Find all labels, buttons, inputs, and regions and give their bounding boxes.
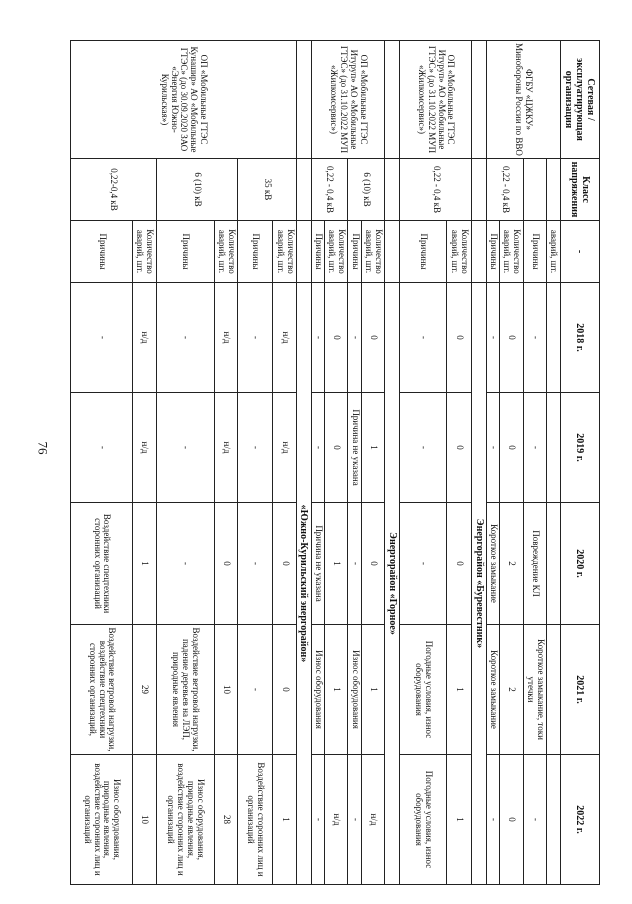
region-empty [385, 159, 399, 221]
table-row [214, 41, 238, 885]
region-row [297, 41, 311, 885]
header-year: 2019 г. [560, 393, 599, 503]
voltage-cell: 6 (10) кВ [348, 159, 385, 221]
voltage-cell [523, 159, 547, 221]
param-cell: Количество аварий, шт. [133, 221, 157, 283]
region-title: Энергорайон «Горное» [385, 283, 399, 885]
region-empty [385, 41, 399, 159]
value-cell: - [399, 393, 447, 503]
org-cell: ОП «Мобильные ГТЭС Кунашир» АО «Мобильные ГТЭС» (до 30.09.2020 ЗАО «Энергия Южно-Курильская») [71, 41, 297, 159]
value-cell: 0 [361, 283, 385, 393]
value-cell: Воздействие спецтехники сторонних организаций [71, 503, 133, 625]
value-cell: - [238, 283, 273, 393]
region-title: «Южно-Курильский энергорайон» [297, 283, 311, 885]
voltage-cell: 0,22 - 0,4 кВ [311, 159, 348, 221]
value-cell: 10 [133, 755, 157, 885]
value-cell: 0 [324, 393, 348, 503]
region-empty [385, 221, 399, 283]
value-cell: 0 [500, 393, 524, 503]
value-cell: 1 [133, 503, 157, 625]
value-cell: н/д [273, 393, 297, 503]
value-cell: Короткое замыкание [486, 625, 499, 755]
voltage-cell: 6 (10) кВ [156, 159, 238, 221]
value-cell: - [399, 503, 447, 625]
header-row [560, 41, 599, 885]
value-cell: Погодные условия, износ оборудования [399, 625, 447, 755]
value-cell: - [156, 503, 214, 625]
value-cell: 0 [447, 503, 472, 625]
table-container [70, 40, 600, 884]
param-cell: Количество аварий, шт. [324, 221, 348, 283]
header-year: 2018 г. [560, 283, 599, 393]
value-cell: - [486, 393, 499, 503]
param-cell: Причины [311, 221, 324, 283]
value-cell: 1 [361, 625, 385, 755]
table-row [273, 41, 297, 885]
value-cell: н/д [214, 283, 238, 393]
value-cell: - [523, 283, 547, 393]
value-cell: Повреждение КЛ [523, 503, 547, 625]
table-row [361, 41, 385, 885]
value-cell: Воздействие ветровой нагрузки, воздействие спецтехники сторонних организаций, [71, 625, 133, 755]
value-cell: - [71, 283, 133, 393]
table-row [523, 41, 547, 885]
value-cell: Причина не указана [311, 503, 324, 625]
table-row [500, 41, 524, 885]
value-cell: н/д [133, 393, 157, 503]
org-cell: ОП «Мобильные ГТЭС Итуруп» АО «Мобильные ГТЭС» (до 31.10.2022 МУП «Жилкомсервис») [399, 41, 471, 159]
value-cell: н/д [361, 755, 385, 885]
header-year: 2022 г. [560, 755, 599, 885]
value-cell: 29 [133, 625, 157, 755]
header-year: 2021 г. [560, 625, 599, 755]
value-cell [547, 625, 560, 755]
region-empty [472, 221, 486, 283]
value-cell: 1 [447, 755, 472, 885]
value-cell: 28 [214, 755, 238, 885]
param-cell: Причины [71, 221, 133, 283]
value-cell [547, 283, 560, 393]
value-cell: - [311, 393, 324, 503]
value-cell: Износ оборудования [311, 625, 324, 755]
region-empty [297, 159, 311, 221]
header-year: 2020 г. [560, 503, 599, 625]
value-cell: 10 [214, 625, 238, 755]
voltage-cell [547, 159, 560, 221]
value-cell: 1 [361, 393, 385, 503]
value-cell: - [156, 393, 214, 503]
value-cell: Погодные условия, износ оборудования [399, 755, 447, 885]
value-cell: - [311, 755, 324, 885]
value-cell: 2 [500, 625, 524, 755]
page-number: 76 [35, 441, 51, 455]
value-cell: - [399, 283, 447, 393]
param-cell: Количество аварий, шт. [273, 221, 297, 283]
param-cell: Количество аварий, шт. [447, 221, 472, 283]
value-cell: - [238, 393, 273, 503]
value-cell: 1 [273, 755, 297, 885]
value-cell: 0 [500, 283, 524, 393]
value-cell: Износ оборудования, природные явления, воздействие сторонних лиц и организаций [71, 755, 133, 885]
value-cell: Причина не указана [348, 393, 361, 503]
header-voltage: Класс напряжения [560, 159, 599, 221]
value-cell: 0 [500, 755, 524, 885]
org-cell: ФГБУ «ЦЖКУ» Минобороны России по ВВО [486, 41, 560, 159]
param-cell: Причины [523, 221, 547, 283]
region-title: Энергорайон «Буревестник» [472, 283, 486, 885]
value-cell: Износ оборудования [348, 625, 361, 755]
region-row [472, 41, 486, 885]
value-cell: - [311, 283, 324, 393]
param-cell: Причины [486, 221, 499, 283]
value-cell [547, 503, 560, 625]
rotated-table-area [70, 40, 600, 884]
value-cell: 0 [273, 503, 297, 625]
value-cell: н/д [214, 393, 238, 503]
region-empty [297, 221, 311, 283]
value-cell: - [238, 625, 273, 755]
param-cell: Причины [156, 221, 214, 283]
value-cell: н/д [273, 283, 297, 393]
voltage-cell: 0,22 - 0,4 кВ [486, 159, 523, 221]
region-row [385, 41, 399, 885]
value-cell: - [348, 755, 361, 885]
value-cell: - [71, 393, 133, 503]
table-row [547, 41, 560, 885]
header-org: Сетевая / эксплуатирующая организация [560, 41, 599, 159]
voltage-cell: 35 кВ [238, 159, 297, 221]
value-cell [547, 393, 560, 503]
table-row [324, 41, 348, 885]
value-cell: 2 [500, 503, 524, 625]
value-cell: 0 [324, 283, 348, 393]
org-cell: ОП «Мобильные ГТЭС Итуруп» АО «Мобильные ГТЭС» (до 31.10.2022 МУП «Жилкомсервис») [311, 41, 385, 159]
region-empty [472, 41, 486, 159]
value-cell: - [348, 503, 361, 625]
value-cell: н/д [324, 755, 348, 885]
value-cell: - [523, 393, 547, 503]
param-cell: Количество аварий, шт. [500, 221, 524, 283]
region-empty [297, 41, 311, 159]
header-param: - [560, 221, 599, 283]
param-cell: Причины [238, 221, 273, 283]
value-cell: Короткое замыкание [486, 503, 499, 625]
value-cell: - [156, 283, 214, 393]
value-cell: - [523, 755, 547, 885]
value-cell: - [348, 283, 361, 393]
value-cell: Короткое замыкание, токи утечки [523, 625, 547, 755]
table-row [133, 41, 157, 885]
value-cell: 0 [214, 503, 238, 625]
value-cell: Износ оборудования, природные явления, воздействие сторонних лиц и организаций [156, 755, 214, 885]
value-cell: 1 [447, 625, 472, 755]
value-cell: н/д [133, 283, 157, 393]
accidents-table [70, 40, 600, 885]
value-cell: 0 [447, 393, 472, 503]
value-cell: 0 [273, 625, 297, 755]
value-cell: 1 [324, 625, 348, 755]
table-row [447, 41, 472, 885]
param-cell: Причины [348, 221, 361, 283]
value-cell: - [486, 755, 499, 885]
value-cell: 1 [324, 503, 348, 625]
region-empty [472, 159, 486, 221]
param-cell: Количество аварий, шт. [361, 221, 385, 283]
param-cell: Причины [399, 221, 447, 283]
voltage-cell: 0,22 - 0,4 кВ [399, 159, 471, 221]
value-cell [547, 755, 560, 885]
value-cell: 0 [447, 283, 472, 393]
param-cell: аварий, шт. [547, 221, 560, 283]
value-cell: Воздействие ветровой нагрузки, падение деревьев на ЛЭП, природные явления [156, 625, 214, 755]
voltage-cell: 0,22-0,4 кВ [71, 159, 157, 221]
value-cell: - [238, 503, 273, 625]
value-cell: 0 [361, 503, 385, 625]
value-cell: Воздействие сторонних лиц и организаций [238, 755, 273, 885]
param-cell: Количество аварий, шт. [214, 221, 238, 283]
value-cell: - [486, 283, 499, 393]
